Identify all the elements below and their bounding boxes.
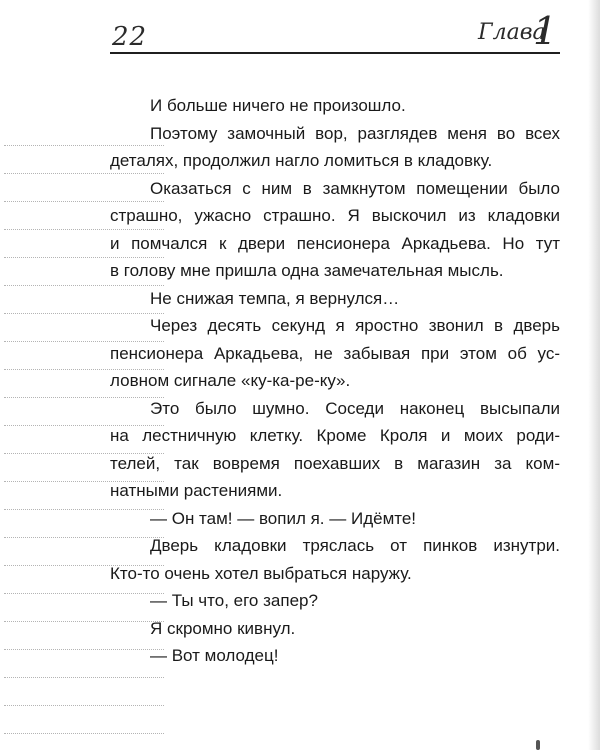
text-line: на лестничную клетку. Кроме Кроля и моих роди- [110,426,560,445]
body-text [110,92,560,670]
header-rule [110,52,560,54]
text-line: Оказаться с ним в замкнутом помещении было [150,178,560,198]
text-line: телей, так вовремя поехавших в магазин за ком- [110,453,560,473]
text-line: деталях, продолжил нагло ломиться в кладовку. [110,151,493,170]
text-line: и помчался к двери пенсионера Аркадьева. Но тут [110,233,560,253]
page-header [0,0,600,70]
scan-speck [536,740,540,750]
text-line: Я скромно кивнул. [150,618,296,638]
text-line: Это было шумно. Соседи наконец высыпали [150,398,560,418]
text-line: Кто-то очень хотел выбраться наружу. [110,563,412,583]
text-line: — Вот молодец! [150,646,279,665]
chapter-label: Глава [478,20,546,45]
text-line: ловном сигнале «ку-ка-ре-ку». [110,371,351,390]
chapter-number: 1 [533,9,558,53]
text-line: Через десять секунд я яростно звонил в дверь [150,316,560,335]
text-line: страшно, ужасно страшно. Я выскочил из кладовки [110,206,560,225]
guide-line [4,706,164,734]
page-number: 22 [112,22,148,52]
text-line: в голову мне пришла одна замечательная мысль. [110,261,504,280]
text-line: Не снижая темпа, я вернулся… [150,288,400,308]
text-line: Дверь кладовки тряслась от пинков изнутри. [150,536,560,555]
guide-line [4,678,164,706]
text-line: — Он там! — вопил я. — Идёмте! [150,508,417,528]
text-line: — Ты что, его запер? [150,591,318,610]
text-line: натными растениями. [110,481,283,500]
page-edge-shadow [588,0,600,750]
text-line: Поэтому замочный вор, разглядев меня во всех [150,123,560,143]
text-line: И больше ничего не произошло. [150,96,406,115]
text-line: пенсионера Аркадьева, не забывая при этом об ус- [110,343,560,363]
